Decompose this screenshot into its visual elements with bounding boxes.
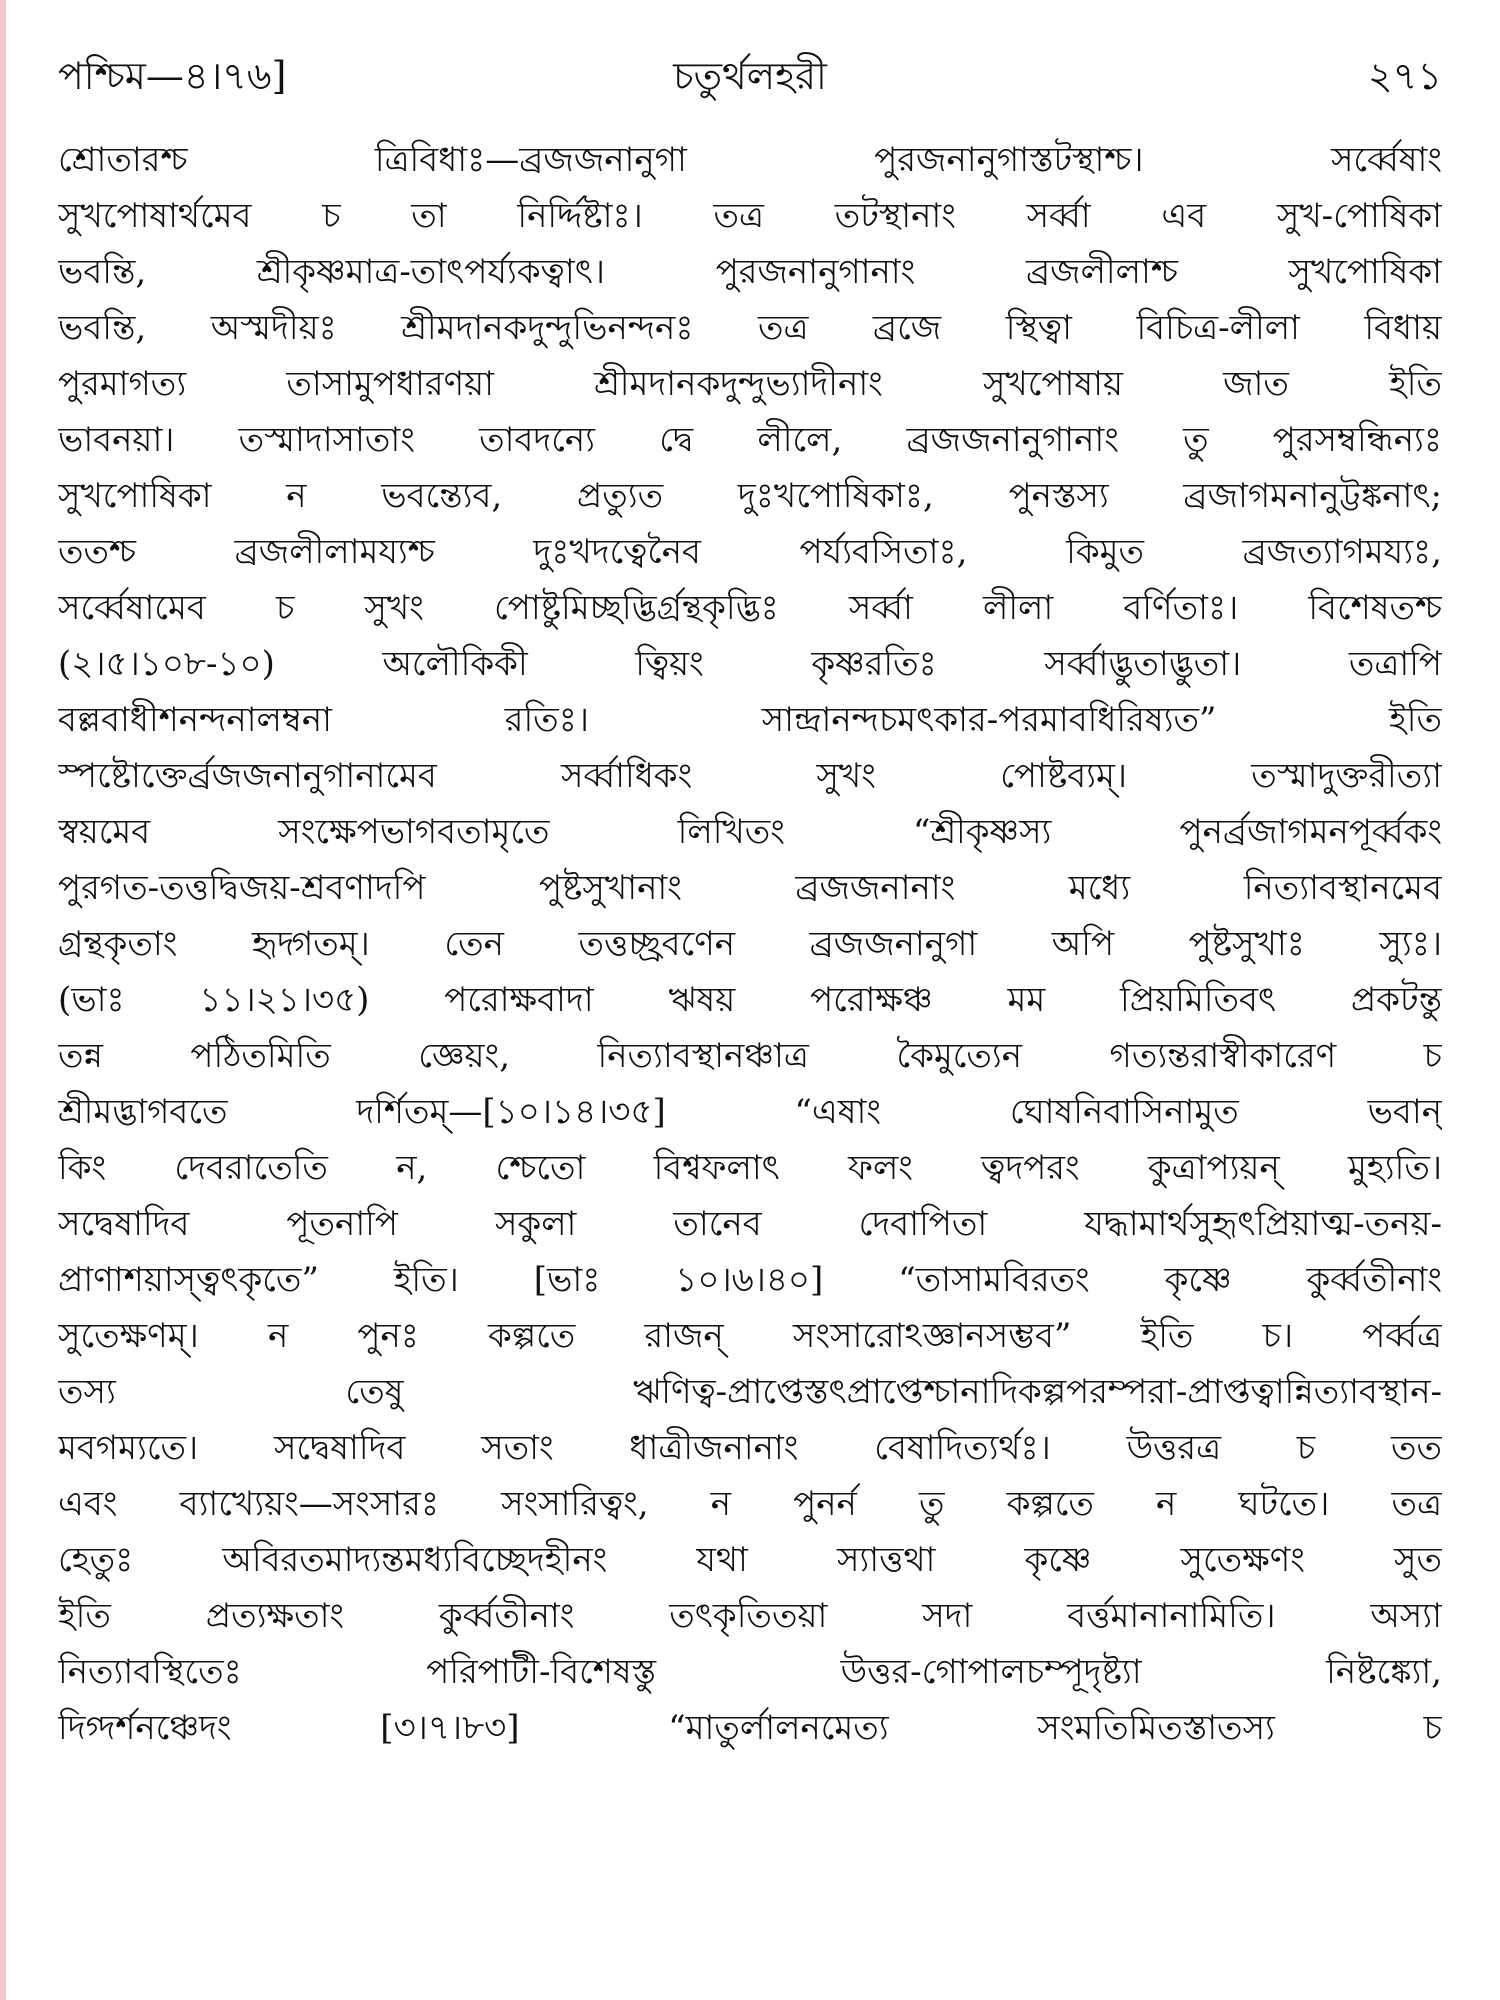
text-line: তন্ন পঠিতমিতি জ্ঞেয়ং, নিত্যাবস্থানঞ্চাত্র কৈমুত্যেন গত্যন্তরাস্বীকারেণ চ [58, 1036, 1442, 1076]
text-line: নিত্যাবস্থিতেঃ পরিপাটী-বিশেষস্তু উত্তর-গোপালচম্পূদৃষ্ট্যা নিষ্টঙ্ক্যো, [58, 1652, 1442, 1692]
text-line: এবং ব্যাখ্যেয়ং—সংসারঃ সংসারিত্বং, ন পুনর্ন তু কল্পতে ন ঘটতে। তত্র [58, 1484, 1442, 1524]
text-line: পুরমাগত্য তাসামুপধারণয়া শ্রীমদানকদুন্দুভ্যাদীনাং সুখপোষায় জাত ইতি [58, 364, 1442, 404]
text-line: হেতুঃ অবিরতমাদ্যন্তমধ্যবিচ্ছেদহীনং যথা স্যাত্তথা কৃষ্ণে সুতেক্ষণং সুত [58, 1540, 1442, 1580]
page-edge [0, 0, 6, 2000]
text-line: সুখপোষার্থমেব চ তা নির্দ্দিষ্টাঃ। তত্র তটস্থানাং সর্ব্বা এব সুখ-পোষিকা [58, 196, 1442, 236]
text-line: সুখপোষিকা ন ভবন্ত্যেব, প্রত্যুত দুঃখপোষিকাঃ, পুনস্তস্য ব্রজাগমনানুট্টঙ্কনাৎ; [58, 476, 1442, 516]
text-line: পুরগত-তত্তদ্বিজয়-শ্রবণাদপি পুষ্টসুখানাং ব্রজজনানাং মধ্যে নিত্যাবস্থানমেব [58, 868, 1442, 908]
running-header [58, 46, 1442, 106]
header-section-reference: পশ্চিম—৪।৭৬] [58, 54, 287, 98]
text-line: স্পষ্টোক্তের্ব্রজজনানুগানামেব সর্ব্বাধিকং সুখং পোষ্টব্যম্। তস্মাদুক্তরীত্যা [58, 756, 1442, 796]
header-chapter-title: চতুর্থলহরী [673, 54, 827, 98]
text-line: শ্রোতারশ্চ ত্রিবিধাঃ—ব্রজজনানুগা পুরজনানুগাস্তটস্থাশ্চ। সর্ব্বেষাং [58, 140, 1442, 180]
text-line: ভবন্তি, শ্রীকৃষ্ণমাত্র-তাৎপর্য্যকত্বাৎ। পুরজনানুগানাং ব্রজলীলাশ্চ সুখপোষিকা [58, 252, 1442, 292]
text-line: (ভাঃ ১১।২১।৩৫) পরোক্ষবাদা ঋষয় পরোক্ষঞ্চ মম প্রিয়মিতিবৎ প্রকটন্তু [58, 980, 1442, 1020]
text-line: ততশ্চ ব্রজলীলাময্যশ্চ দুঃখদত্বেনৈব পর্য্যবসিতাঃ, কিমুত ব্রজত্যাগময্যঃ, [58, 532, 1442, 572]
text-line: ভাবনয়া। তস্মাদাসাতাং তাবদন্যে দ্বে লীলে, ব্রজজনানুগানাং তু পুরসম্বন্ধিন্যঃ [58, 420, 1442, 460]
text-line: সুতেক্ষণম্। ন পুনঃ কল্পতে রাজন্ সংসারোঽজ্ঞানসম্ভব” ইতি চ। পর্ব্বত্র [58, 1316, 1442, 1356]
text-line: (২।৫।১০৮-১০) অলৌকিকী ত্বিয়ং কৃষ্ণরতিঃ সর্ব্বাদ্ভুতাদ্ভুতা। তত্রাপি [58, 644, 1442, 684]
text-line: শ্রীমদ্ভাগবতে দর্শিতম্—[১০।১৪।৩৫] “এষাং ঘোষনিবাসিনামুত ভবান্ [58, 1092, 1442, 1132]
text-line: সদ্বেষাদিব পূতনাপি সকুলা তানেব দেবাপিতা যদ্ধামার্থসুহৃৎপ্রিয়াত্ম-তনয়- [58, 1204, 1442, 1244]
text-line: প্রাণাশয়াস্ত্বৎকৃতে” ইতি। [ভাঃ ১০।৬।৪০] “তাসামবিরতং কৃষ্ণে কুর্ব্বতীনাং [58, 1260, 1442, 1300]
text-line: সর্ব্বেষামেব চ সুখং পোষ্টুমিচ্ছদ্ভির্গ্রন্থকৃদ্ভিঃ সর্ব্বা লীলা বর্ণিতাঃ। বিশেষতশ্চ [58, 588, 1442, 628]
text-line: কিং দেবরাতেতি ন, শ্চেতো বিশ্বফলাৎ ফলং ত্বদপরং কুত্রাপ্যয়ন্ মুহ্যতি। [58, 1148, 1442, 1188]
text-line: ভবন্তি, অস্মদীয়ঃ শ্রীমদানকদুন্দুভিনন্দনঃ তত্র ব্রজে স্থিত্বা বিচিত্র-লীলা বিধায় [58, 308, 1442, 348]
text-line: গ্রন্থকৃতাং হৃদ্গতম্। তেন তত্তচ্ছ্রবণেন ব্রজজনানুগা অপি পুষ্টসুখাঃ স্যুঃ। [58, 924, 1442, 964]
page-number: ২৭১ [1367, 54, 1442, 98]
text-line: স্বয়মেব সংক্ষেপভাগবতামৃতে লিখিতং “শ্রীকৃষ্ণস্য পুনর্ব্রজাগমনপূর্ব্বকং [58, 812, 1442, 852]
body-text [58, 132, 1442, 1756]
text-line: মবগম্যতে। সদ্বেষাদিব সতাং ধাত্রীজনানাং বেষাদিত্যর্থঃ। উত্তরত্র চ তত [58, 1428, 1442, 1468]
text-line: তস্য তেষু ঋণিত্ব-প্রাপ্তেস্তৎপ্রাপ্তেশ্চানাদিকল্পপরম্পরা-প্রাপ্তত্বান্নিত্যাবস্থান- [58, 1372, 1442, 1412]
text-line: বল্লবাধীশনন্দনালম্বনা রতিঃ। সান্দ্রানন্দচমৎকার-পরমাবধিরিষ্যত” ইতি [58, 700, 1442, 740]
text-line: ইতি প্রত্যক্ষতাং কুর্ব্বতীনাং তৎকৃতিতয়া সদা বর্ত্তমানানামিতি। অস্যা [58, 1596, 1442, 1636]
text-line: দিগ্দর্শনঞ্চেদং [৩।৭।৮৩] “মাতুর্লালনমেত্য সংমতিমিতস্তাতস্য চ [58, 1708, 1442, 1748]
